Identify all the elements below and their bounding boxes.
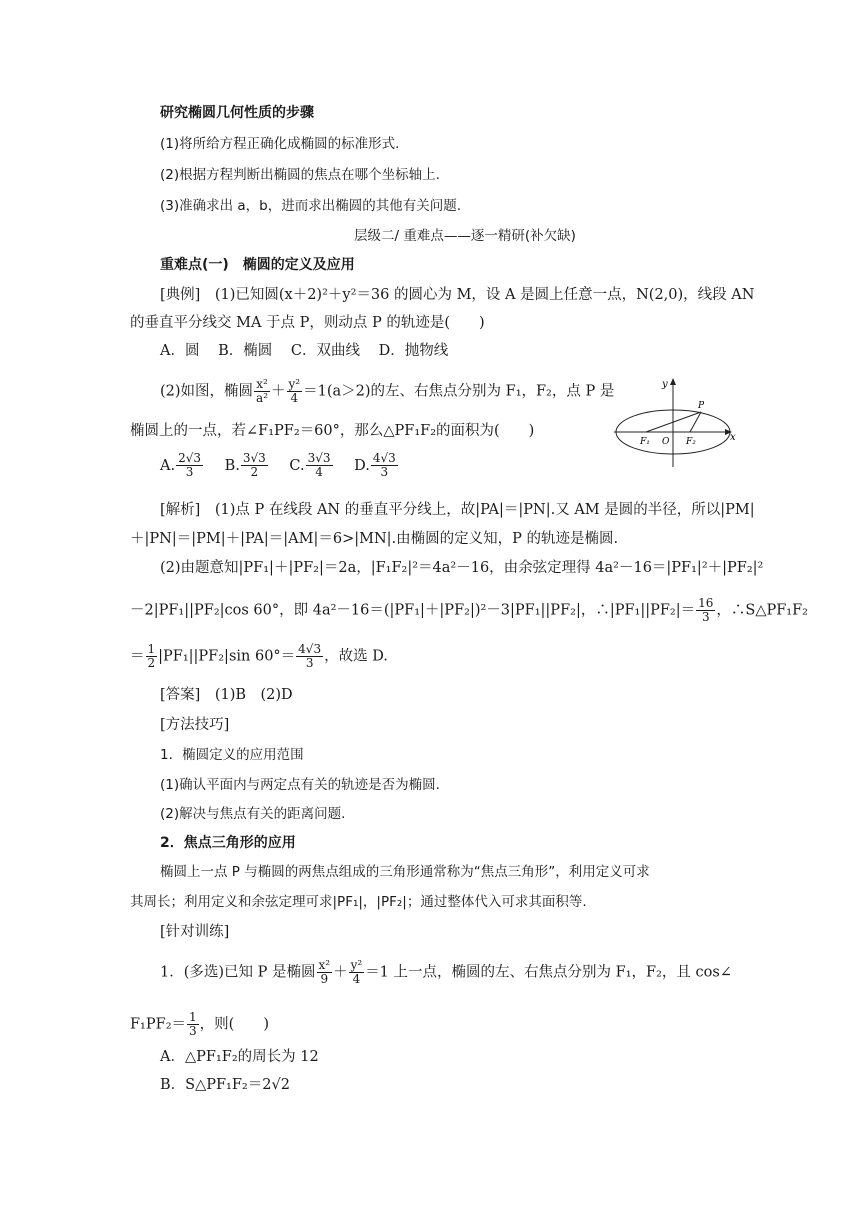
s2-line3-den: 2 bbox=[147, 656, 156, 670]
q2-option-a-frac bbox=[176, 452, 203, 479]
p1-plus: ＋ bbox=[333, 964, 348, 981]
q2-option-c-frac bbox=[306, 452, 333, 479]
f2-label: F₂ bbox=[686, 437, 696, 447]
q2-option-b-letter: B. bbox=[224, 457, 240, 474]
q2-plus: ＋ bbox=[271, 383, 286, 400]
option-c: C．双曲线 bbox=[290, 343, 360, 359]
q2-option-a-letter: A. bbox=[160, 457, 176, 474]
option-d: D．抛物线 bbox=[378, 343, 449, 359]
q2-option-c bbox=[289, 451, 333, 479]
s2-line3-frac1 bbox=[146, 643, 158, 670]
origin-label: O bbox=[662, 437, 670, 447]
p1-post: ＝1 上一点，椭圆的左、右焦点分别为 F₁，F₂，且 cos∠ bbox=[365, 964, 732, 981]
option-a: A．圆 bbox=[160, 343, 200, 359]
solution-s1-text: (1)点 P 在线段 AN 的垂直平分线上，故|PA|＝|PN|.又 AM 是圆的半径，所以|PM| bbox=[214, 502, 755, 518]
p1-pre: 1．(多选)已知 P 是椭圆 bbox=[160, 964, 316, 981]
q2-post: ＝1(a＞2)的左、右焦点分别为 F₁，F₂，点 P 是 bbox=[303, 383, 615, 400]
f1-label: F₁ bbox=[640, 437, 650, 447]
q2-option-d bbox=[354, 451, 399, 479]
q2-option-b bbox=[224, 451, 269, 479]
q2-option-d-den: 3 bbox=[380, 465, 389, 479]
s2-line3-mid: |PF₁||PF₂|sin 60°＝ bbox=[158, 648, 296, 665]
s2-line2-frac bbox=[696, 597, 715, 624]
solution-s2-line3 bbox=[130, 643, 388, 670]
example-q1-line2: 的垂直平分线交 MA 于点 P，则动点 P 的轨迹是( ) bbox=[130, 315, 485, 331]
p1-line2-pre: F₁PF₂＝ bbox=[130, 1016, 187, 1033]
q2-frac2 bbox=[287, 378, 303, 405]
q2-option-a-num: 2√3 bbox=[178, 451, 202, 465]
practice-p1-line2 bbox=[130, 1011, 269, 1038]
point-heading: 重难点(一) 椭圆的定义及应用 bbox=[160, 257, 355, 273]
example-q2-line1 bbox=[160, 378, 614, 405]
q2-option-b-den: 2 bbox=[250, 465, 259, 479]
p-label: P bbox=[698, 401, 705, 411]
s2-line3-den2: 3 bbox=[305, 656, 314, 670]
p1-den2: 4 bbox=[352, 972, 361, 986]
q2-option-a bbox=[160, 451, 204, 479]
q2-option-c-num: 3√3 bbox=[307, 451, 331, 465]
p1-frac2 bbox=[349, 959, 365, 986]
method-label: [方法技巧] bbox=[160, 717, 230, 733]
s2-line3-frac2 bbox=[296, 643, 323, 670]
p1-line2-post: ，则( ) bbox=[199, 1016, 269, 1033]
method-h2-line2: 其周长；利用定义和余弦定理可求|PF₁|，|PF₂|；通过整体代入可求其面积等. bbox=[130, 894, 587, 910]
q2-option-d-num: 4√3 bbox=[372, 451, 396, 465]
s2-line2-post: ，∴S△PF₁F₂ bbox=[716, 602, 808, 619]
level-heading: 层级二/ 重难点——逐一精研(补欠缺) bbox=[354, 228, 576, 244]
method-h1-item2: (2)解决与焦点有关的距离问题. bbox=[160, 806, 346, 822]
example-q2-line2: 椭圆上的一点，若∠F₁PF₂＝60°，那么△PF₁F₂的面积为( ) bbox=[130, 423, 535, 439]
example-q2-options bbox=[160, 452, 399, 479]
example-q1-text: (1)已知圆(x＋2)²＋y²＝36 的圆心为 M，设 A 是圆上任意一点，N(2,0)，线段 AN bbox=[214, 287, 755, 303]
p1-num1: x² bbox=[318, 958, 331, 972]
q2-option-b-frac bbox=[241, 452, 268, 479]
p1-line2-num: 1 bbox=[189, 1010, 197, 1024]
p1-line2-den: 3 bbox=[189, 1024, 197, 1038]
step-2: (2)根据方程判断出椭圆的焦点在哪个坐标轴上. bbox=[160, 167, 440, 183]
section-title: 研究椭圆几何性质的步骤 bbox=[160, 105, 314, 121]
example-label: [典例] bbox=[160, 287, 201, 303]
q2-option-a-den: 3 bbox=[185, 465, 194, 479]
y-label: y bbox=[662, 379, 668, 390]
s2-line2-num: 16 bbox=[698, 596, 714, 610]
q2-frac1 bbox=[254, 378, 270, 405]
practice-option-b: B．S△PF₁F₂＝2√2 bbox=[160, 1077, 290, 1093]
s2-line3-num: 1 bbox=[147, 642, 156, 656]
method-h1: 1．椭圆定义的应用范围 bbox=[160, 747, 304, 763]
solution-label: [解析] bbox=[160, 502, 201, 518]
practice-p1-line1 bbox=[160, 959, 732, 986]
method-h1-item1: (1)确认平面内与两定点有关的轨迹是否为椭圆. bbox=[160, 777, 440, 793]
q2-option-c-den: 4 bbox=[315, 465, 323, 479]
solution-line1 bbox=[160, 500, 755, 520]
s2-line2-den: 3 bbox=[701, 610, 710, 624]
q2-frac1-den: a² bbox=[256, 391, 269, 405]
s2-line3-pre: ＝ bbox=[130, 648, 145, 665]
q2-option-d-frac bbox=[371, 452, 398, 479]
solution-s1-line2: ＋|PN|＝|PM|＋|PA|＝|AM|＝6>|MN|.由椭圆的定义知，P 的轨迹是椭圆. bbox=[130, 531, 619, 547]
solution-s2-line1: (2)由题意知|PF₁|＋|PF₂|＝2a，|F₁F₂|²＝4a²－16，由余弦定理得 4a²－16＝|PF₁|²＋|PF₂|² bbox=[160, 560, 764, 576]
q2-pre: (2)如图，椭圆 bbox=[160, 383, 254, 400]
q2-option-d-letter: D. bbox=[354, 457, 370, 474]
example-q1-options bbox=[160, 341, 462, 361]
answer: [答案] (1)B (2)D bbox=[160, 687, 293, 703]
p1-den1: 9 bbox=[320, 972, 329, 986]
step-1: (1)将所给方程正确化成椭圆的标准形式. bbox=[160, 136, 400, 152]
q2-frac2-den: 4 bbox=[290, 391, 299, 405]
p1-num2: y² bbox=[350, 958, 363, 972]
ellipse-figure bbox=[612, 373, 738, 469]
q2-frac1-num: x² bbox=[254, 378, 270, 392]
s2-line3-num2: 4√3 bbox=[298, 642, 322, 656]
method-h2-line1: 椭圆上一点 P 与椭圆的两焦点组成的三角形通常称为“焦点三角形”，利用定义可求 bbox=[160, 864, 650, 880]
s2-line3-post: ，故选 D. bbox=[324, 648, 388, 665]
option-b: B．椭圆 bbox=[218, 343, 273, 359]
practice-option-a: A．△PF₁F₂的周长为 12 bbox=[160, 1049, 319, 1065]
q2-option-c-letter: C. bbox=[289, 457, 305, 474]
p1-frac1 bbox=[317, 959, 333, 986]
practice-label: [针对训练] bbox=[160, 924, 230, 940]
x-label: x bbox=[730, 432, 736, 443]
step-3: (3)准确求出 a，b，进而求出椭圆的其他有关问题. bbox=[160, 198, 462, 214]
p1-line2-frac bbox=[187, 1011, 199, 1038]
example-q1-line1 bbox=[160, 285, 754, 305]
y-axis-arrow-icon bbox=[670, 378, 676, 385]
q2-frac2-num: y² bbox=[288, 377, 301, 391]
s2-line2-pre: －2|PF₁||PF₂|cos 60°，即 4a²－16＝(|PF₁|＋|PF₂|)²－3|PF₁||PF₂|，∴|PF₁||PF₂|＝ bbox=[130, 602, 696, 619]
solution-s2-line2 bbox=[130, 597, 808, 624]
method-h2: 2．焦点三角形的应用 bbox=[160, 835, 296, 851]
q2-option-b-num: 3√3 bbox=[242, 451, 266, 465]
